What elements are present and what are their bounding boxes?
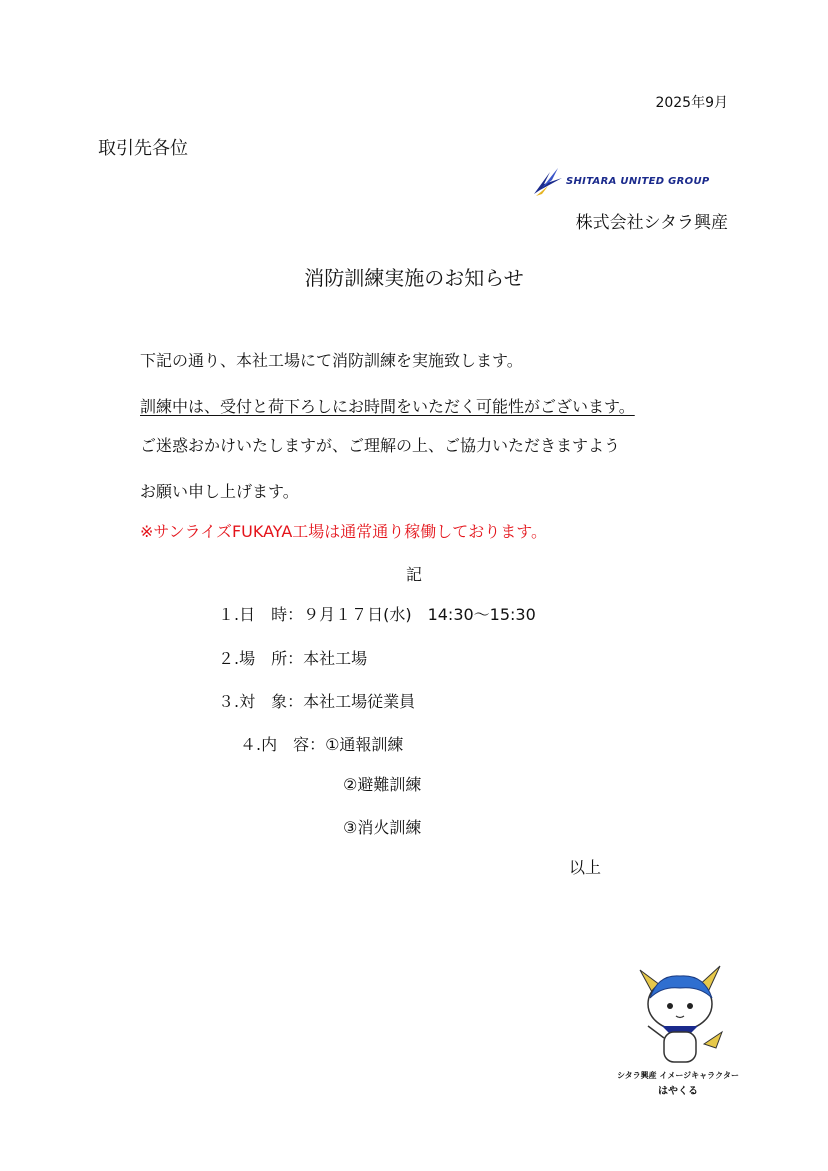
- company-logo: [528, 164, 733, 200]
- item-target: ３.対 象：本社工場従業員: [218, 692, 416, 711]
- item-content: ４.内 容：①通報訓練: [240, 735, 404, 754]
- recipient: 取引先各位: [98, 138, 188, 159]
- ki-heading: 記: [406, 565, 423, 584]
- company-name: 株式会社シタラ興産: [575, 213, 728, 233]
- mascot-character-icon: [618, 960, 736, 1072]
- mascot-illustration: [618, 960, 736, 1080]
- mascot-name: はやくる: [658, 1086, 698, 1097]
- operation-notice: ※サンライズFUKAYA工場は通常通り稼働しております。: [140, 522, 547, 541]
- body-line-4: お願い申し上げます。: [140, 482, 299, 501]
- item-location: ２.場 所：本社工場: [218, 649, 368, 668]
- logo-mark-icon: [528, 164, 568, 200]
- logo-text: SHITARA UNITED GROUP: [566, 176, 710, 187]
- body-line-2: 訓練中は、受付と荷下ろしにお時間をいただく可能性がございます。: [140, 397, 635, 416]
- body-line-3: ご迷惑おかけいたしますが、ご理解の上、ご協力いただきますよう: [140, 436, 621, 455]
- item-datetime: １.日 時：９月１７日(水) 14:30～15:30: [218, 605, 536, 624]
- mascot-caption: シタラ興産 イメージキャラクター: [616, 1071, 740, 1080]
- document-date: 2025年9月: [655, 95, 728, 111]
- body-line-1: 下記の通り、本社工場にて消防訓練を実施致します。: [140, 351, 523, 370]
- item-content-2: ②避難訓練: [343, 775, 422, 794]
- page-title: 消防訓練実施のお知らせ: [304, 266, 524, 290]
- item-content-3: ③消火訓練: [343, 818, 422, 837]
- closing-mark: 以上: [569, 858, 602, 877]
